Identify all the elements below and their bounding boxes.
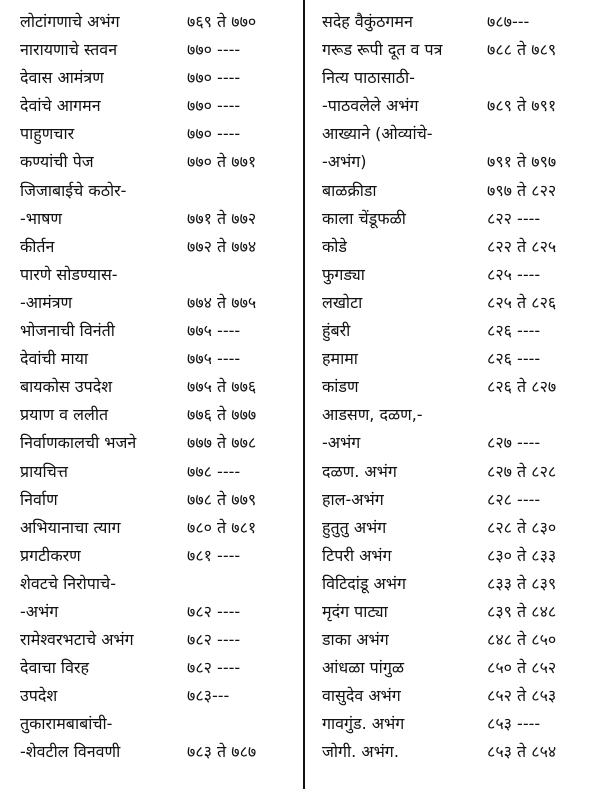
entry-topic: जोगी. अभंग. (322, 742, 399, 762)
index-entry (322, 205, 592, 233)
index-entry (322, 429, 592, 457)
entry-page-range: ७७० ---- (187, 68, 241, 88)
entry-page-range: ७७५ ---- (187, 321, 241, 341)
index-entry (20, 401, 300, 429)
index-entry (322, 401, 592, 429)
entry-topic: देवांचे आगमन (20, 96, 101, 116)
entry-page-range: ७७८ ---- (187, 461, 241, 481)
entry-page-range: ८२२ ते ८२५ (487, 236, 557, 256)
index-entry (20, 148, 300, 176)
index-entry (322, 120, 592, 148)
entry-page-range: ७८३--- (187, 686, 230, 706)
index-column-right (322, 8, 592, 767)
entry-page-range: ८५३ ते ८५४ (487, 742, 557, 762)
entry-topic: जिजाबाईचे कठोर- (20, 180, 127, 200)
index-entry (20, 654, 300, 682)
index-entry (322, 289, 592, 317)
entry-page-range: ७७५ ते ७७६ (187, 377, 257, 397)
index-entry (20, 598, 300, 626)
entry-page-range: ७७० ---- (187, 124, 241, 144)
entry-topic: सदेह वैकुंठगमन (322, 12, 413, 31)
index-entry (322, 458, 592, 486)
entry-topic: हाल-अभंग (322, 489, 384, 509)
entry-page-range: ८२७ ते ८२८ (487, 461, 557, 481)
entry-topic: लखोटा (322, 292, 363, 312)
entry-topic: टिपरी अभंग (322, 545, 392, 565)
entry-topic: -आमंत्रण (20, 292, 73, 312)
entry-topic: विटिदांडू अभंग (322, 573, 407, 593)
index-entry (20, 317, 300, 345)
entry-topic: -पाठवलेले अभंग (322, 96, 419, 116)
entry-topic: अभियानाचा त्याग (20, 517, 121, 537)
index-entry (20, 8, 300, 36)
index-entry (322, 373, 592, 401)
entry-page-range: ७८३ ते ७८७ (187, 742, 257, 762)
entry-topic: बाळक्रीडा (322, 180, 377, 200)
index-entry (20, 64, 300, 92)
entry-page-range: ८५३ ---- (487, 714, 541, 734)
entry-page-range: ७७६ ते ७७७ (187, 405, 257, 425)
entry-topic: देवांची माया (20, 349, 89, 369)
entry-page-range: ७८८ ते ७८९ (487, 40, 557, 60)
entry-page-range: ७७५ ---- (187, 349, 241, 369)
entry-topic: हमामा (322, 349, 358, 369)
entry-topic: आडसण, दळण,- (322, 405, 423, 425)
entry-topic: नित्य पाठासाठी- (322, 68, 415, 88)
entry-topic: मृदंग पाट्या (322, 601, 388, 621)
index-entry (322, 598, 592, 626)
index-entry (322, 317, 592, 345)
index-entry (20, 36, 300, 64)
entry-topic: कण्यांची पेज (20, 152, 94, 172)
entry-page-range: ७९१ ते ७९७ (487, 152, 557, 172)
entry-page-range: ८२५ ---- (487, 264, 541, 284)
entry-topic: हुंबरी (322, 321, 351, 341)
entry-topic: दळण. अभंग (322, 461, 397, 481)
entry-topic: निर्वाणकालची भजने (20, 433, 137, 453)
index-entry (20, 710, 300, 738)
index-entry (20, 570, 300, 598)
index-entry (20, 514, 300, 542)
entry-page-range: ८२२ ---- (487, 208, 541, 228)
entry-topic: प्रायचित्त (20, 461, 68, 481)
entry-page-range: ७८७--- (487, 12, 530, 31)
entry-topic: -शेवटील विनवणी (20, 742, 121, 762)
index-entry (20, 345, 300, 373)
index-entry (20, 233, 300, 261)
entry-page-range: ८२८ ---- (487, 489, 541, 509)
entry-topic: कीर्तन (20, 236, 55, 256)
entry-topic: भोजनाची विनंती (20, 321, 115, 341)
entry-page-range: ८३३ ते ८३९ (487, 573, 557, 593)
index-entry (20, 626, 300, 654)
index-entry (20, 682, 300, 710)
index-entry (322, 92, 592, 120)
entry-topic: निर्वाण (20, 489, 58, 509)
entry-topic: फुगड्या (322, 264, 365, 284)
entry-topic: देवाचा विरह (20, 658, 90, 678)
entry-topic: कोडे (322, 236, 347, 256)
entry-page-range: ७७७ ते ७७८ (187, 433, 257, 453)
entry-page-range: ७८२ ---- (187, 658, 241, 678)
entry-page-range: ७८१ ---- (187, 545, 241, 565)
index-entry (20, 120, 300, 148)
index-entry (322, 570, 592, 598)
index-entry (322, 177, 592, 205)
entry-page-range: ७८० ते ७८१ (187, 517, 257, 537)
index-entry (322, 261, 592, 289)
entry-topic: नारायणाचे स्तवन (20, 40, 118, 60)
index-entry (20, 486, 300, 514)
index-entry (20, 261, 300, 289)
entry-topic: हुतुतु अभंग (322, 517, 387, 537)
entry-page-range: ८५२ ते ८५३ (487, 686, 557, 706)
entry-topic: बायकोस उपदेश (20, 377, 113, 397)
entry-topic: कांडण (322, 377, 359, 397)
entry-topic: शेवटचे निरोपाचे- (20, 573, 116, 593)
entry-topic: -अभंग (20, 601, 59, 621)
entry-page-range: ७७४ ते ७७५ (187, 292, 257, 312)
index-entry (322, 738, 592, 766)
entry-page-range: ८२५ ते ८२६ (487, 292, 557, 312)
index-entry (322, 36, 592, 64)
index-entry (20, 429, 300, 457)
entry-page-range: ८५० ते ८५२ (487, 658, 557, 678)
index-entry (322, 710, 592, 738)
entry-topic: रामेश्वरभटाचे अभंग (20, 630, 134, 650)
index-entry (322, 514, 592, 542)
entry-page-range: ७८२ ---- (187, 601, 241, 621)
entry-page-range: ८३९ ते ८४८ (487, 601, 557, 621)
entry-page-range: ७७० ---- (187, 40, 241, 60)
index-entry (20, 373, 300, 401)
index-entry (322, 626, 592, 654)
index-entry (20, 177, 300, 205)
entry-page-range: ८२७ ---- (487, 433, 541, 453)
index-entry (322, 654, 592, 682)
index-entry (322, 345, 592, 373)
index-entry (322, 64, 592, 92)
index-entry (20, 458, 300, 486)
entry-page-range: ७६९ ते ७७० (187, 12, 257, 31)
entry-page-range: ७८९ ते ७९१ (487, 96, 557, 116)
index-entry (20, 542, 300, 570)
entry-page-range: ७७८ ते ७७९ (187, 489, 257, 509)
index-entry (20, 92, 300, 120)
entry-topic: आंधळा पांगुळ (322, 658, 404, 678)
entry-topic: तुकारामबाबांची- (20, 714, 113, 734)
entry-page-range: ७७० ते ७७१ (187, 152, 257, 172)
entry-topic: डाका अभंग (322, 630, 389, 650)
entry-page-range: ७९७ ते ८२२ (487, 180, 557, 200)
column-divider (303, 0, 305, 789)
entry-page-range: ८२६ ते ८२७ (487, 377, 557, 397)
entry-topic: उपदेश (20, 686, 58, 706)
entry-page-range: ७८२ ---- (187, 630, 241, 650)
index-column-left (20, 8, 300, 767)
entry-topic: -भाषण (20, 208, 62, 228)
entry-topic: गावगुंड. अभंग (322, 714, 405, 734)
index-entry (322, 233, 592, 261)
index-entry (322, 682, 592, 710)
entry-topic: प्रगटीकरण (20, 545, 81, 565)
entry-topic: लोटांगणाचे अभंग (20, 12, 120, 31)
entry-topic: आख्याने (ओव्यांचे- (322, 124, 433, 144)
entry-topic: वासुदेव अभंग (322, 686, 401, 706)
index-entry (20, 738, 300, 766)
entry-page-range: ८४८ ते ८५० (487, 630, 557, 650)
entry-topic: पाहुणचार (20, 124, 75, 144)
index-entry (322, 486, 592, 514)
index-entry (322, 542, 592, 570)
index-entry (322, 148, 592, 176)
entry-topic: गरूड रूपी दूत व पत्र (322, 40, 443, 60)
entry-topic: पारणे सोडण्यास- (20, 264, 118, 284)
entry-page-range: ८२६ ---- (487, 349, 541, 369)
index-entry (20, 205, 300, 233)
entry-topic: देवास आमंत्रण (20, 68, 104, 88)
index-entry (20, 289, 300, 317)
entry-page-range: ८२६ ---- (487, 321, 541, 341)
entry-page-range: ७७० ---- (187, 96, 241, 116)
entry-page-range: ८२८ ते ८३० (487, 517, 557, 537)
entry-page-range: ८३० ते ८३३ (487, 545, 557, 565)
entry-topic: -अभंग (322, 433, 361, 453)
entry-page-range: ७७२ ते ७७४ (187, 236, 257, 256)
index-entry (322, 8, 592, 36)
entry-page-range: ७७१ ते ७७२ (187, 208, 257, 228)
entry-topic: -अभंग) (322, 152, 367, 172)
entry-topic: प्रयाण व ललीत (20, 405, 109, 425)
entry-topic: काला चेंडूफळी (322, 208, 406, 228)
